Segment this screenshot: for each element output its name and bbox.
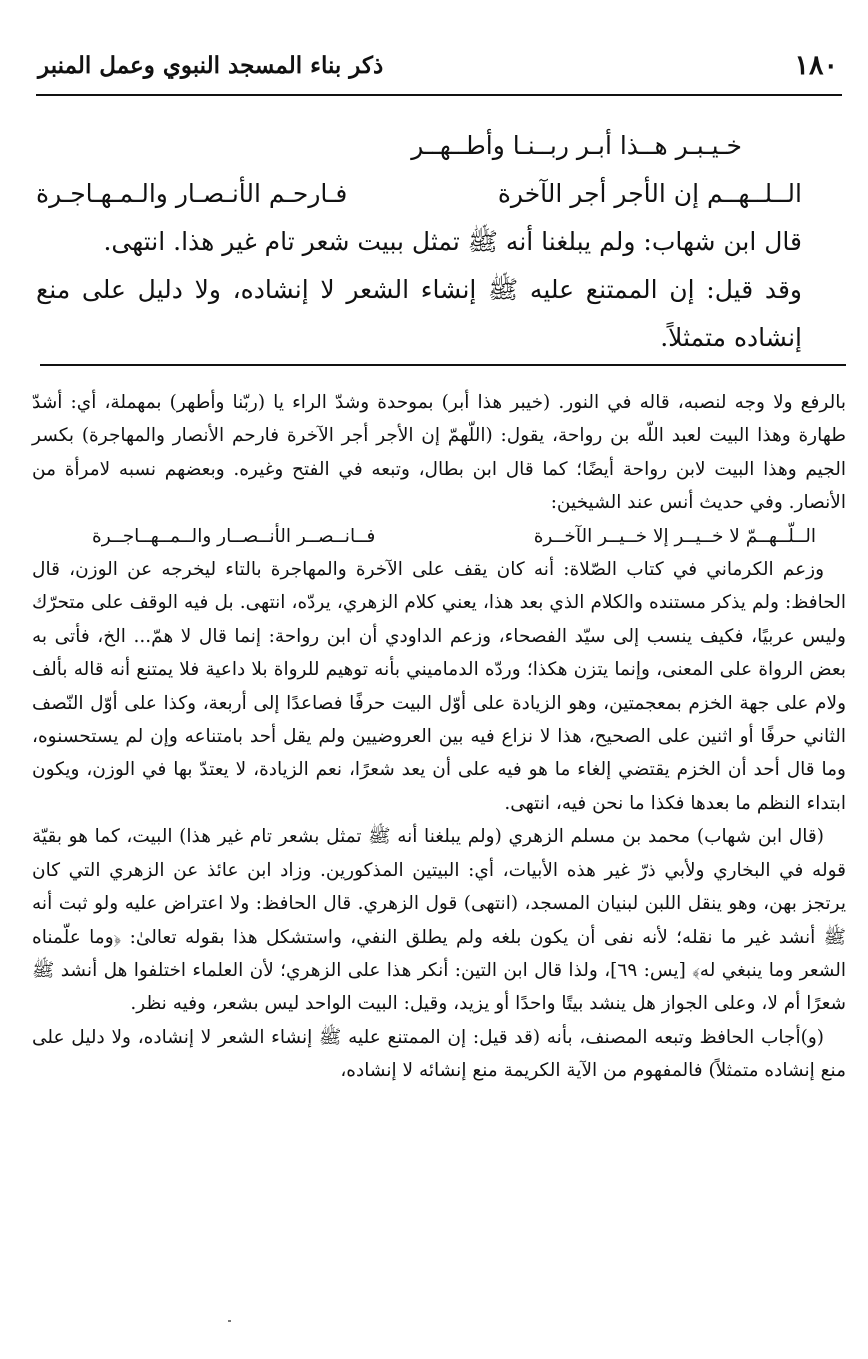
commentary-paragraph-1: بالرفع ولا وجه لنصبه، قاله في النور. (خيبر هذا أبر) بموحدة وشدّ الراء يا (ربّنا وأطهر) بمهملة، أي: أشدّ طهارة وهذا البيت لعبد اللّه بن رواحة، يقول: (اللّهمّ إن الأجر أجر الآخرة فارحم الأنصار والمهاجرة) بكسر الجيم وهذا البيت لابن رواحة أيضًا؛ كما قال ابن بطال، وتبعه في الفتح وغيره. وبعضهم نسبه لامرأة من الأنصار. وفي حديث أنس عند الشيخين: bbox=[32, 392, 846, 514]
verse-2-first-hemistich: الــلــهــم إن الأجر أجر الآخرة bbox=[497, 179, 802, 208]
commentary-paragraph-4: (و)أجاب الحافظ وتبعه المصنف، بأنه (قد قيل: إن الممتنع عليه ﷺ إنشاء الشعر لا إنشاده، ولا دليل على منع إنشاده متمثلاً) فالمفهوم من الآية الكريمة منع إنشائه لا إنشاده، bbox=[32, 1026, 846, 1082]
commentary-paragraph-3: (قال ابن شهاب) محمد بن مسلم الزهري (ولم يبلغنا أنه ﷺ تمثل بشعر تام غير هذا) البيت، كما هو بقيّة قوله في البخاري ولأبي ذرّ غير هذه الأبيات، أي: البيتين المذكورين. وزاد ابن عائذ عن الزهري التي كان يرتجز بهن، وهو ينقل اللبن لبنيان المسجد، (انتهى) قول الزهري. قال الحافظ: ولا اعتراض عليه ولو ثبت أنه ﷺ أنشد غير ما نقله؛ لأنه نفى أن يكون بلغه ولم يطلق النفي، واستشكل هذا بقوله تعالىٰ: ﴿وما علّمناه الشعر وما ينبغي له﴾ [يس: ٦٩]، ولذا قال ابن التين: أنكر هذا على الزهري؛ لأن العلماء اختلفوا هل أنشد ﷺ شعرًا أم لا، وعلى الجواز هل ينشد بيتًا واحدًا أو يزيد، وقيل: البيت الواحد ليس بشعر، وفيه نظر. bbox=[32, 826, 846, 1015]
main-paragraph-1: قال ابن شهاب: ولم يبلغنا أنه ﷺ تمثل ببيت شعر تام غير هذا. انتهى. bbox=[103, 227, 802, 256]
verse-1-hemistich: خـيـبـر هــذا أبـر ربــنـا وأطــهــر bbox=[411, 131, 742, 160]
separator-line bbox=[40, 364, 846, 366]
commentary-verse bbox=[32, 520, 846, 553]
running-header bbox=[36, 48, 842, 96]
main-paragraph-2: وقد قيل: إن الممتنع عليه ﷺ إنشاء الشعر لا إنشاده، ولا دليل على منع إنشاده متمثلاً. bbox=[36, 275, 802, 352]
commentary-verse-first-hemistich: الــلّــهــمّ لا خــيــر إلا خــيــر الآخــرة bbox=[533, 525, 816, 547]
verse-line-1 bbox=[36, 122, 802, 170]
scan-speck bbox=[228, 1320, 231, 1322]
commentary-paragraph-2: وزعم الكرماني في كتاب الصّلاة: أنه كان يقف على الآخرة والمهاجرة بالتاء ليخرجه عن الوزن، قال الحافظ: ولم يذكر مستنده والكلام الذي بعد هذا، يعني كلام الزهري، يردّه، انتهى. بل فيه الوقف على متحرّك وليس عربيًا، فكيف ينسب إلى سيّد الفصحاء، وزعم الداودي أن ابن رواحة: إنما قال لا همّ... الخ، فأتى به بعض الرواة على المعنى، وإنما يتزن هكذا؛ وردّه الدماميني بأنه توهيم للرواة بلا داعية فلا يمتنع أنه قاله بألف ولام على جهة الخزم بمعجمتين، وهو الزيادة على أوّل البيت حرفًا فصاعدًا إلى أربعة، وكذا على أوّل النّصف الثاني حرفًا أو اثنين على الصحيح، هذا لا نزاع فيه بين العروضيين ولم يقل أحد بامتناعه وإن لم يستحسنوه، وما قال أحد أن الخزم يقتضي إلغاء ما هو فيه على أن يعد شعرًا، نعم الزيادة، لا يعتدّ بها في الوزن، ويكون ابتداء النظم ما بعدها فكذا ما نحن فيه، انتهى. bbox=[32, 559, 846, 814]
main-text bbox=[36, 122, 802, 362]
verse-2-second-hemistich: فـارحـم الأنـصـار والـمـهـاجـرة bbox=[36, 179, 348, 208]
chapter-title: ذكر بناء المسجد النبوي وعمل المنبر bbox=[38, 52, 384, 79]
page-number: ١٨٠ bbox=[794, 50, 838, 81]
verse-line-2 bbox=[36, 170, 802, 218]
commentary-verse-second-hemistich: فــانــصــر الأنــصــار والــمــهــاجــرة bbox=[92, 525, 376, 547]
commentary bbox=[32, 386, 846, 1088]
